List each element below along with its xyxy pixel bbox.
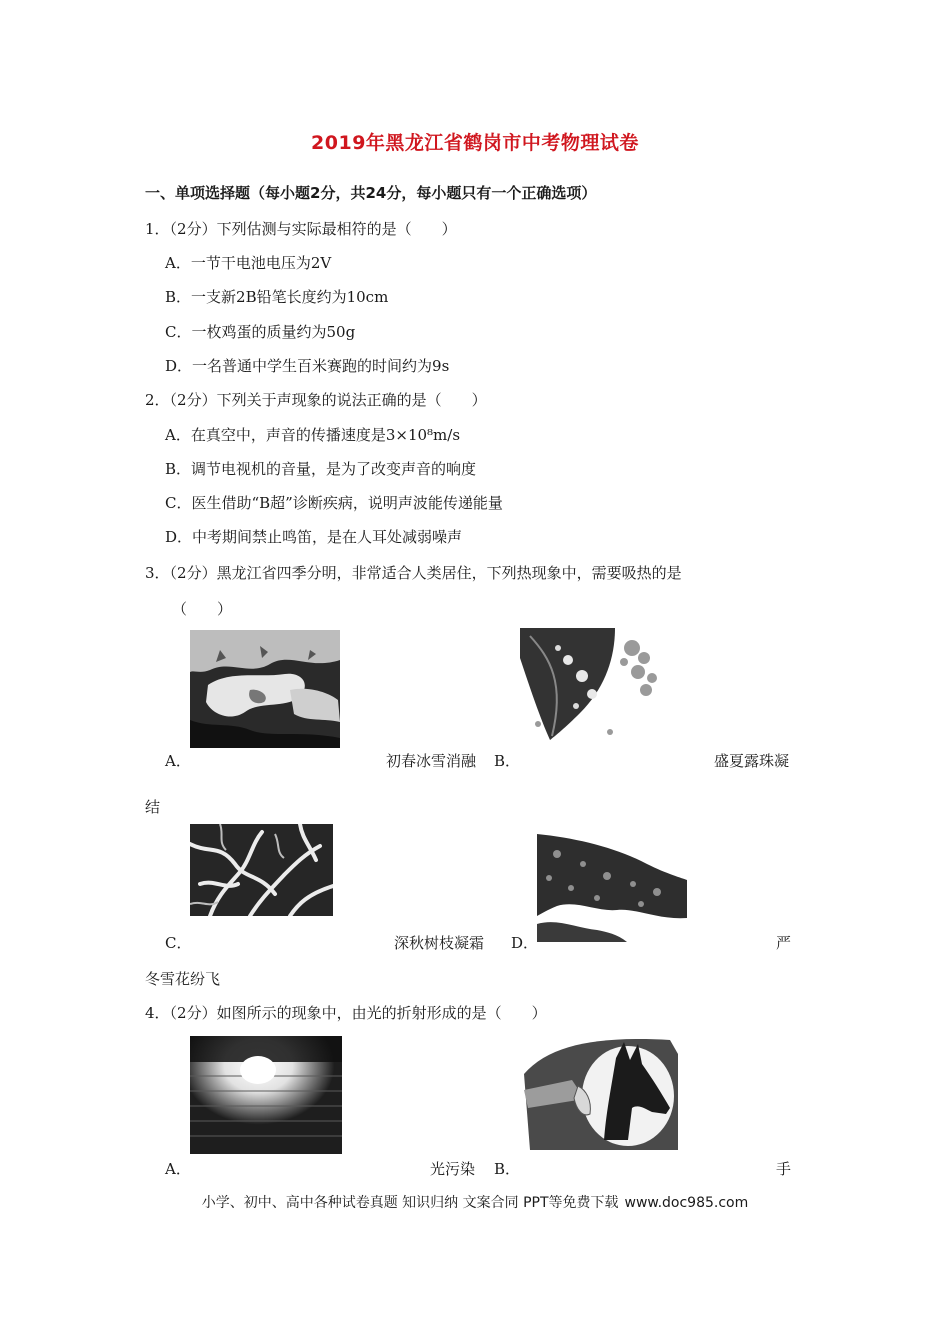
question-3-option-d-letter: D． xyxy=(511,934,539,952)
question-3-option-c-letter: C． xyxy=(165,934,192,952)
question-3-option-a-caption: 初春冰雪消融 xyxy=(386,752,477,770)
question-1-option-d: D．一名普通中学生百米赛跑的时间约为9s xyxy=(165,357,450,375)
question-3-option-d-caption-cont: 冬雪花纷飞 xyxy=(145,970,221,988)
question-3-option-b-letter: B． xyxy=(494,752,521,770)
question-3-option-a-letter: A． xyxy=(165,752,191,770)
question-2-option-c: C．医生借助“B超”诊断疾病，说明声波能传递能量 xyxy=(165,494,503,512)
frost-branches-image xyxy=(190,824,333,916)
footer-text: 小学、初中、高中各种试卷真题 知识归纳 文案合同 PPT等免费下载 xyxy=(201,1195,619,1211)
melting-ice-image xyxy=(190,630,340,748)
question-4-stem: 4．（2分）如图所示的现象中，由光的折射形成的是（ ） xyxy=(145,1004,547,1022)
question-2-option-a: A．在真空中，声音的传播速度是3×10⁸m/s xyxy=(165,426,461,444)
hand-shadow-image xyxy=(520,1034,678,1150)
question-3-option-b-caption-cont: 结 xyxy=(145,798,161,816)
question-2-option-b: B．调节电视机的音量，是为了改变声音的响度 xyxy=(165,460,477,478)
dew-on-leaf-image xyxy=(520,628,665,740)
question-3-option-d-caption: 严 xyxy=(776,934,792,952)
question-3-stem-brackets: （ ） xyxy=(172,600,233,618)
question-4-option-b-letter: B． xyxy=(494,1160,521,1178)
footer-url[interactable]: www.doc985.com xyxy=(624,1195,749,1211)
question-2-stem: 2．（2分）下列关于声现象的说法正确的是（ ） xyxy=(145,391,487,409)
question-3-option-b-caption: 盛夏露珠凝 xyxy=(714,752,790,770)
question-1-option-c: C．一枚鸡蛋的质量约为50g xyxy=(165,323,356,341)
question-4-option-a-caption: 光污染 xyxy=(430,1160,476,1178)
question-3-option-c-caption: 深秋树枝凝霜 xyxy=(394,934,485,952)
question-4-option-a-letter: A． xyxy=(165,1160,191,1178)
question-3-stem: 3．（2分）黑龙江省四季分明，非常适合人类居住，下列热现象中，需要吸热的是 xyxy=(145,564,682,582)
question-1-option-a: A．一节干电池电压为2V xyxy=(165,254,332,272)
question-1-option-b: B．一支新2B铅笔长度约为10cm xyxy=(165,288,389,306)
section-heading: 一、单项选择题（每小题2分，共24分，每小题只有一个正确选项） xyxy=(145,184,597,202)
page-footer xyxy=(0,1192,950,1212)
question-4-option-b-caption: 手 xyxy=(776,1160,792,1178)
light-pollution-image xyxy=(190,1036,342,1154)
snowy-trees-image xyxy=(537,834,687,942)
page-title: 2019年黑龙江省鹤岗市中考物理试卷 xyxy=(311,132,639,154)
question-2-option-d: D．中考期间禁止鸣笛，是在人耳处减弱噪声 xyxy=(165,528,463,546)
question-1-stem: 1．（2分）下列估测与实际最相符的是（ ） xyxy=(145,220,457,238)
